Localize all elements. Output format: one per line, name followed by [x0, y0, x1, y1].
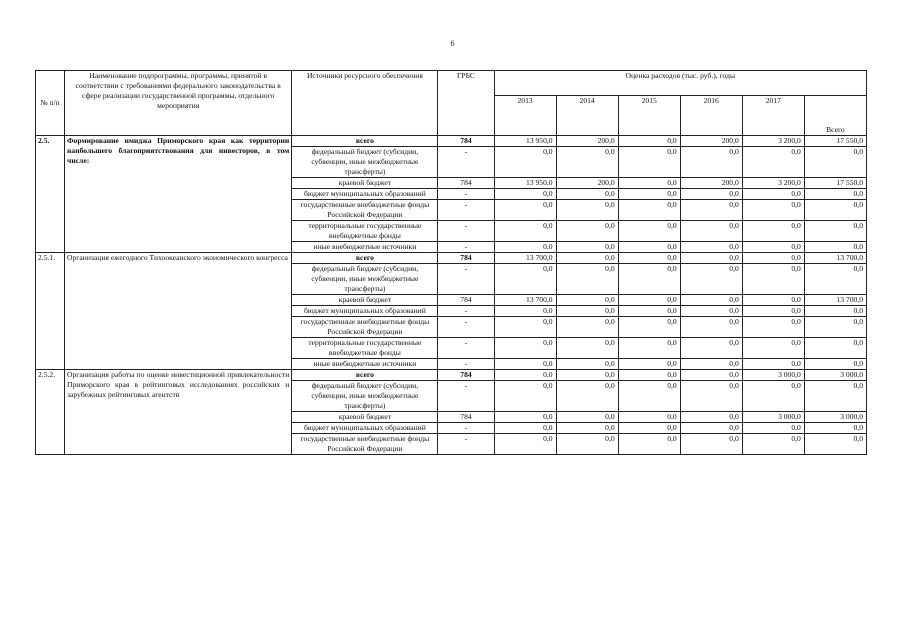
year-value: 0,0 [742, 189, 804, 200]
funding-source: бюджет муниципальных образований [292, 189, 438, 200]
year-value: 0,0 [680, 434, 742, 455]
year-value: 0,0 [556, 317, 618, 338]
table-body [36, 136, 867, 455]
total-value: 17 550,0 [804, 136, 866, 147]
year-value: 0,0 [556, 242, 618, 253]
grbs-code: 784 [438, 178, 494, 189]
year-value: 0,0 [494, 189, 556, 200]
year-value: 0,0 [556, 412, 618, 423]
year-value: 0,0 [618, 295, 680, 306]
year-value: 0,0 [556, 370, 618, 381]
year-value: 0,0 [618, 242, 680, 253]
year-value: 0,0 [742, 295, 804, 306]
total-value: 0,0 [804, 306, 866, 317]
year-value: 0,0 [494, 338, 556, 359]
funding-source: государственные внебюджетные фонды Российской Федерации [292, 200, 438, 221]
year-value: 3 200,0 [742, 178, 804, 189]
year-value: 0,0 [556, 434, 618, 455]
grbs-code: - [438, 242, 494, 253]
total-value: 0,0 [804, 423, 866, 434]
section-number: 2.5. [36, 136, 65, 253]
year-value: 200,0 [556, 136, 618, 147]
year-value: 0,0 [618, 434, 680, 455]
year-value: 0,0 [680, 264, 742, 295]
table-row [36, 136, 867, 147]
year-value: 0,0 [494, 200, 556, 221]
year-value: 200,0 [680, 136, 742, 147]
grbs-code: - [438, 317, 494, 338]
grbs-code: - [438, 221, 494, 242]
year-value: 0,0 [680, 189, 742, 200]
total-value: 0,0 [804, 381, 866, 412]
year-value: 0,0 [618, 423, 680, 434]
funding-source: федеральный бюджет (субсидии, субвенции, иные межбюджетные трансферты) [292, 381, 438, 412]
year-value: 0,0 [680, 306, 742, 317]
funding-source: федеральный бюджет (субсидии, субвенции, иные межбюджетные трансферты) [292, 147, 438, 178]
year-value: 0,0 [680, 295, 742, 306]
col-header-sources: Источники ресурсного обеспечения [292, 71, 438, 136]
year-value: 0,0 [742, 221, 804, 242]
grbs-code: - [438, 434, 494, 455]
year-value: 0,0 [618, 178, 680, 189]
year-value: 0,0 [618, 381, 680, 412]
year-value: 0,0 [618, 370, 680, 381]
year-value: 0,0 [494, 221, 556, 242]
grbs-code: - [438, 381, 494, 412]
year-value: 13 700,0 [494, 295, 556, 306]
col-header-number: № п/п [36, 71, 65, 136]
grbs-code: 784 [438, 253, 494, 264]
year-value: 0,0 [680, 200, 742, 221]
year-value: 0,0 [618, 221, 680, 242]
year-value: 0,0 [618, 412, 680, 423]
total-value: 3 000,0 [804, 370, 866, 381]
year-value: 0,0 [742, 434, 804, 455]
grbs-code: 784 [438, 412, 494, 423]
year-value: 0,0 [618, 200, 680, 221]
grbs-code: 784 [438, 295, 494, 306]
funding-source: бюджет муниципальных образований [292, 423, 438, 434]
year-value: 0,0 [494, 370, 556, 381]
col-header-name: Наименование подпрограммы, программы, принятой в соответствии с требованиями федерального законодательства в сфере реализации государственной программы, отдельного мероприятия [65, 71, 292, 136]
year-value: 0,0 [618, 306, 680, 317]
year-value: 0,0 [680, 253, 742, 264]
grbs-code: - [438, 423, 494, 434]
total-value: 0,0 [804, 221, 866, 242]
year-value: 0,0 [556, 295, 618, 306]
total-value: 0,0 [804, 242, 866, 253]
year-value: 3 200,0 [742, 136, 804, 147]
year-value: 0,0 [556, 338, 618, 359]
year-value: 0,0 [494, 306, 556, 317]
year-value: 3 000,0 [742, 370, 804, 381]
year-value: 0,0 [742, 381, 804, 412]
funding-source: иные внебюджетные источники [292, 359, 438, 370]
funding-source: краевой бюджет [292, 178, 438, 189]
year-value: 0,0 [618, 147, 680, 178]
funding-source: государственные внебюджетные фонды Российской Федерации [292, 317, 438, 338]
funding-source: всего [292, 253, 438, 264]
budget-table [35, 70, 867, 455]
year-value: 0,0 [618, 253, 680, 264]
year-value: 0,0 [494, 317, 556, 338]
col-header-year: 2015 [618, 96, 680, 136]
total-value: 0,0 [804, 434, 866, 455]
year-value: 0,0 [742, 200, 804, 221]
year-value: 0,0 [494, 264, 556, 295]
year-value: 0,0 [556, 147, 618, 178]
year-value: 0,0 [680, 147, 742, 178]
year-value: 0,0 [742, 242, 804, 253]
table-row [36, 370, 867, 381]
total-value: 13 700,0 [804, 295, 866, 306]
year-value: 0,0 [680, 381, 742, 412]
grbs-code: - [438, 147, 494, 178]
year-value: 0,0 [494, 359, 556, 370]
year-value: 13 700,0 [494, 253, 556, 264]
year-value: 0,0 [556, 381, 618, 412]
year-value: 0,0 [494, 242, 556, 253]
year-value: 0,0 [742, 317, 804, 338]
funding-source: краевой бюджет [292, 412, 438, 423]
year-value: 0,0 [680, 359, 742, 370]
year-value: 0,0 [680, 423, 742, 434]
grbs-code: 784 [438, 136, 494, 147]
year-value: 0,0 [742, 264, 804, 295]
total-value: 13 700,0 [804, 253, 866, 264]
year-value: 0,0 [494, 147, 556, 178]
year-value: 13 950,0 [494, 178, 556, 189]
year-value: 0,0 [618, 338, 680, 359]
total-value: 0,0 [804, 359, 866, 370]
funding-source: государственные внебюджетные фонды Российской Федерации [292, 434, 438, 455]
total-value: 3 000,0 [804, 412, 866, 423]
year-value: 0,0 [742, 253, 804, 264]
year-value: 3 000,0 [742, 412, 804, 423]
year-value: 0,0 [742, 359, 804, 370]
year-value: 200,0 [556, 178, 618, 189]
col-header-year: 2013 [494, 96, 556, 136]
year-value: 0,0 [494, 412, 556, 423]
year-value: 0,0 [680, 317, 742, 338]
year-value: 0,0 [680, 370, 742, 381]
funding-source: территориальные государственные внебюджетные фонды [292, 338, 438, 359]
section-number: 2.5.1. [36, 253, 65, 370]
total-value: 17 550,0 [804, 178, 866, 189]
year-value: 0,0 [618, 189, 680, 200]
year-value: 0,0 [494, 381, 556, 412]
total-value: 0,0 [804, 338, 866, 359]
year-value: 0,0 [742, 423, 804, 434]
year-value: 0,0 [556, 189, 618, 200]
year-value: 0,0 [618, 136, 680, 147]
funding-source: бюджет муниципальных образований [292, 306, 438, 317]
funding-source: иные внебюджетные источники [292, 242, 438, 253]
total-value: 0,0 [804, 189, 866, 200]
col-header-year: 2016 [680, 96, 742, 136]
year-value: 0,0 [556, 264, 618, 295]
year-value: 0,0 [680, 221, 742, 242]
col-header-grbs: ГРБС [438, 71, 494, 136]
grbs-code: - [438, 338, 494, 359]
table-header [36, 71, 867, 136]
section-number: 2.5.2. [36, 370, 65, 455]
year-value: 0,0 [742, 306, 804, 317]
col-header-year: 2017 [742, 96, 804, 136]
grbs-code: - [438, 200, 494, 221]
funding-source: всего [292, 370, 438, 381]
funding-source: краевой бюджет [292, 295, 438, 306]
year-value: 0,0 [556, 306, 618, 317]
year-value: 0,0 [618, 264, 680, 295]
year-value: 0,0 [618, 359, 680, 370]
funding-source: федеральный бюджет (субсидии, субвенции, иные межбюджетные трансферты) [292, 264, 438, 295]
year-value: 0,0 [680, 412, 742, 423]
section-name: Формирование имиджа Приморского края как территории наибольшего благоприятствования для инвесторов, в том числе: [65, 136, 292, 253]
grbs-code: - [438, 264, 494, 295]
table-row [36, 253, 867, 264]
year-value: 0,0 [742, 338, 804, 359]
year-value: 0,0 [556, 359, 618, 370]
grbs-code: - [438, 306, 494, 317]
year-value: 0,0 [680, 242, 742, 253]
total-value: 0,0 [804, 147, 866, 178]
section-name: Организация ежегодного Тихоокеанского экономического конгресса [65, 253, 292, 370]
total-value: 0,0 [804, 200, 866, 221]
col-header-year: 2014 [556, 96, 618, 136]
funding-source: всего [292, 136, 438, 147]
col-header-estimate: Оценка расходов (тыс. руб.), годы [494, 71, 866, 96]
year-value: 0,0 [618, 317, 680, 338]
grbs-code: - [438, 359, 494, 370]
year-value: 0,0 [494, 434, 556, 455]
funding-source: территориальные государственные внебюджетные фонды [292, 221, 438, 242]
col-header-total: Всего [804, 96, 866, 136]
grbs-code: - [438, 189, 494, 200]
year-value: 0,0 [556, 423, 618, 434]
year-value: 0,0 [494, 423, 556, 434]
total-value: 0,0 [804, 317, 866, 338]
page-number: 6 [450, 39, 455, 48]
section-name: Организация работы по оценке инвестиционной привлекательности Приморского края в рейтинговых исследованиях российских и зарубежных рейтинговых агентств [65, 370, 292, 455]
year-value: 0,0 [680, 338, 742, 359]
year-value: 13 950,0 [494, 136, 556, 147]
year-value: 0,0 [556, 200, 618, 221]
year-value: 0,0 [742, 147, 804, 178]
total-value: 0,0 [804, 264, 866, 295]
year-value: 0,0 [556, 253, 618, 264]
year-value: 0,0 [556, 221, 618, 242]
grbs-code: 784 [438, 370, 494, 381]
year-value: 200,0 [680, 178, 742, 189]
